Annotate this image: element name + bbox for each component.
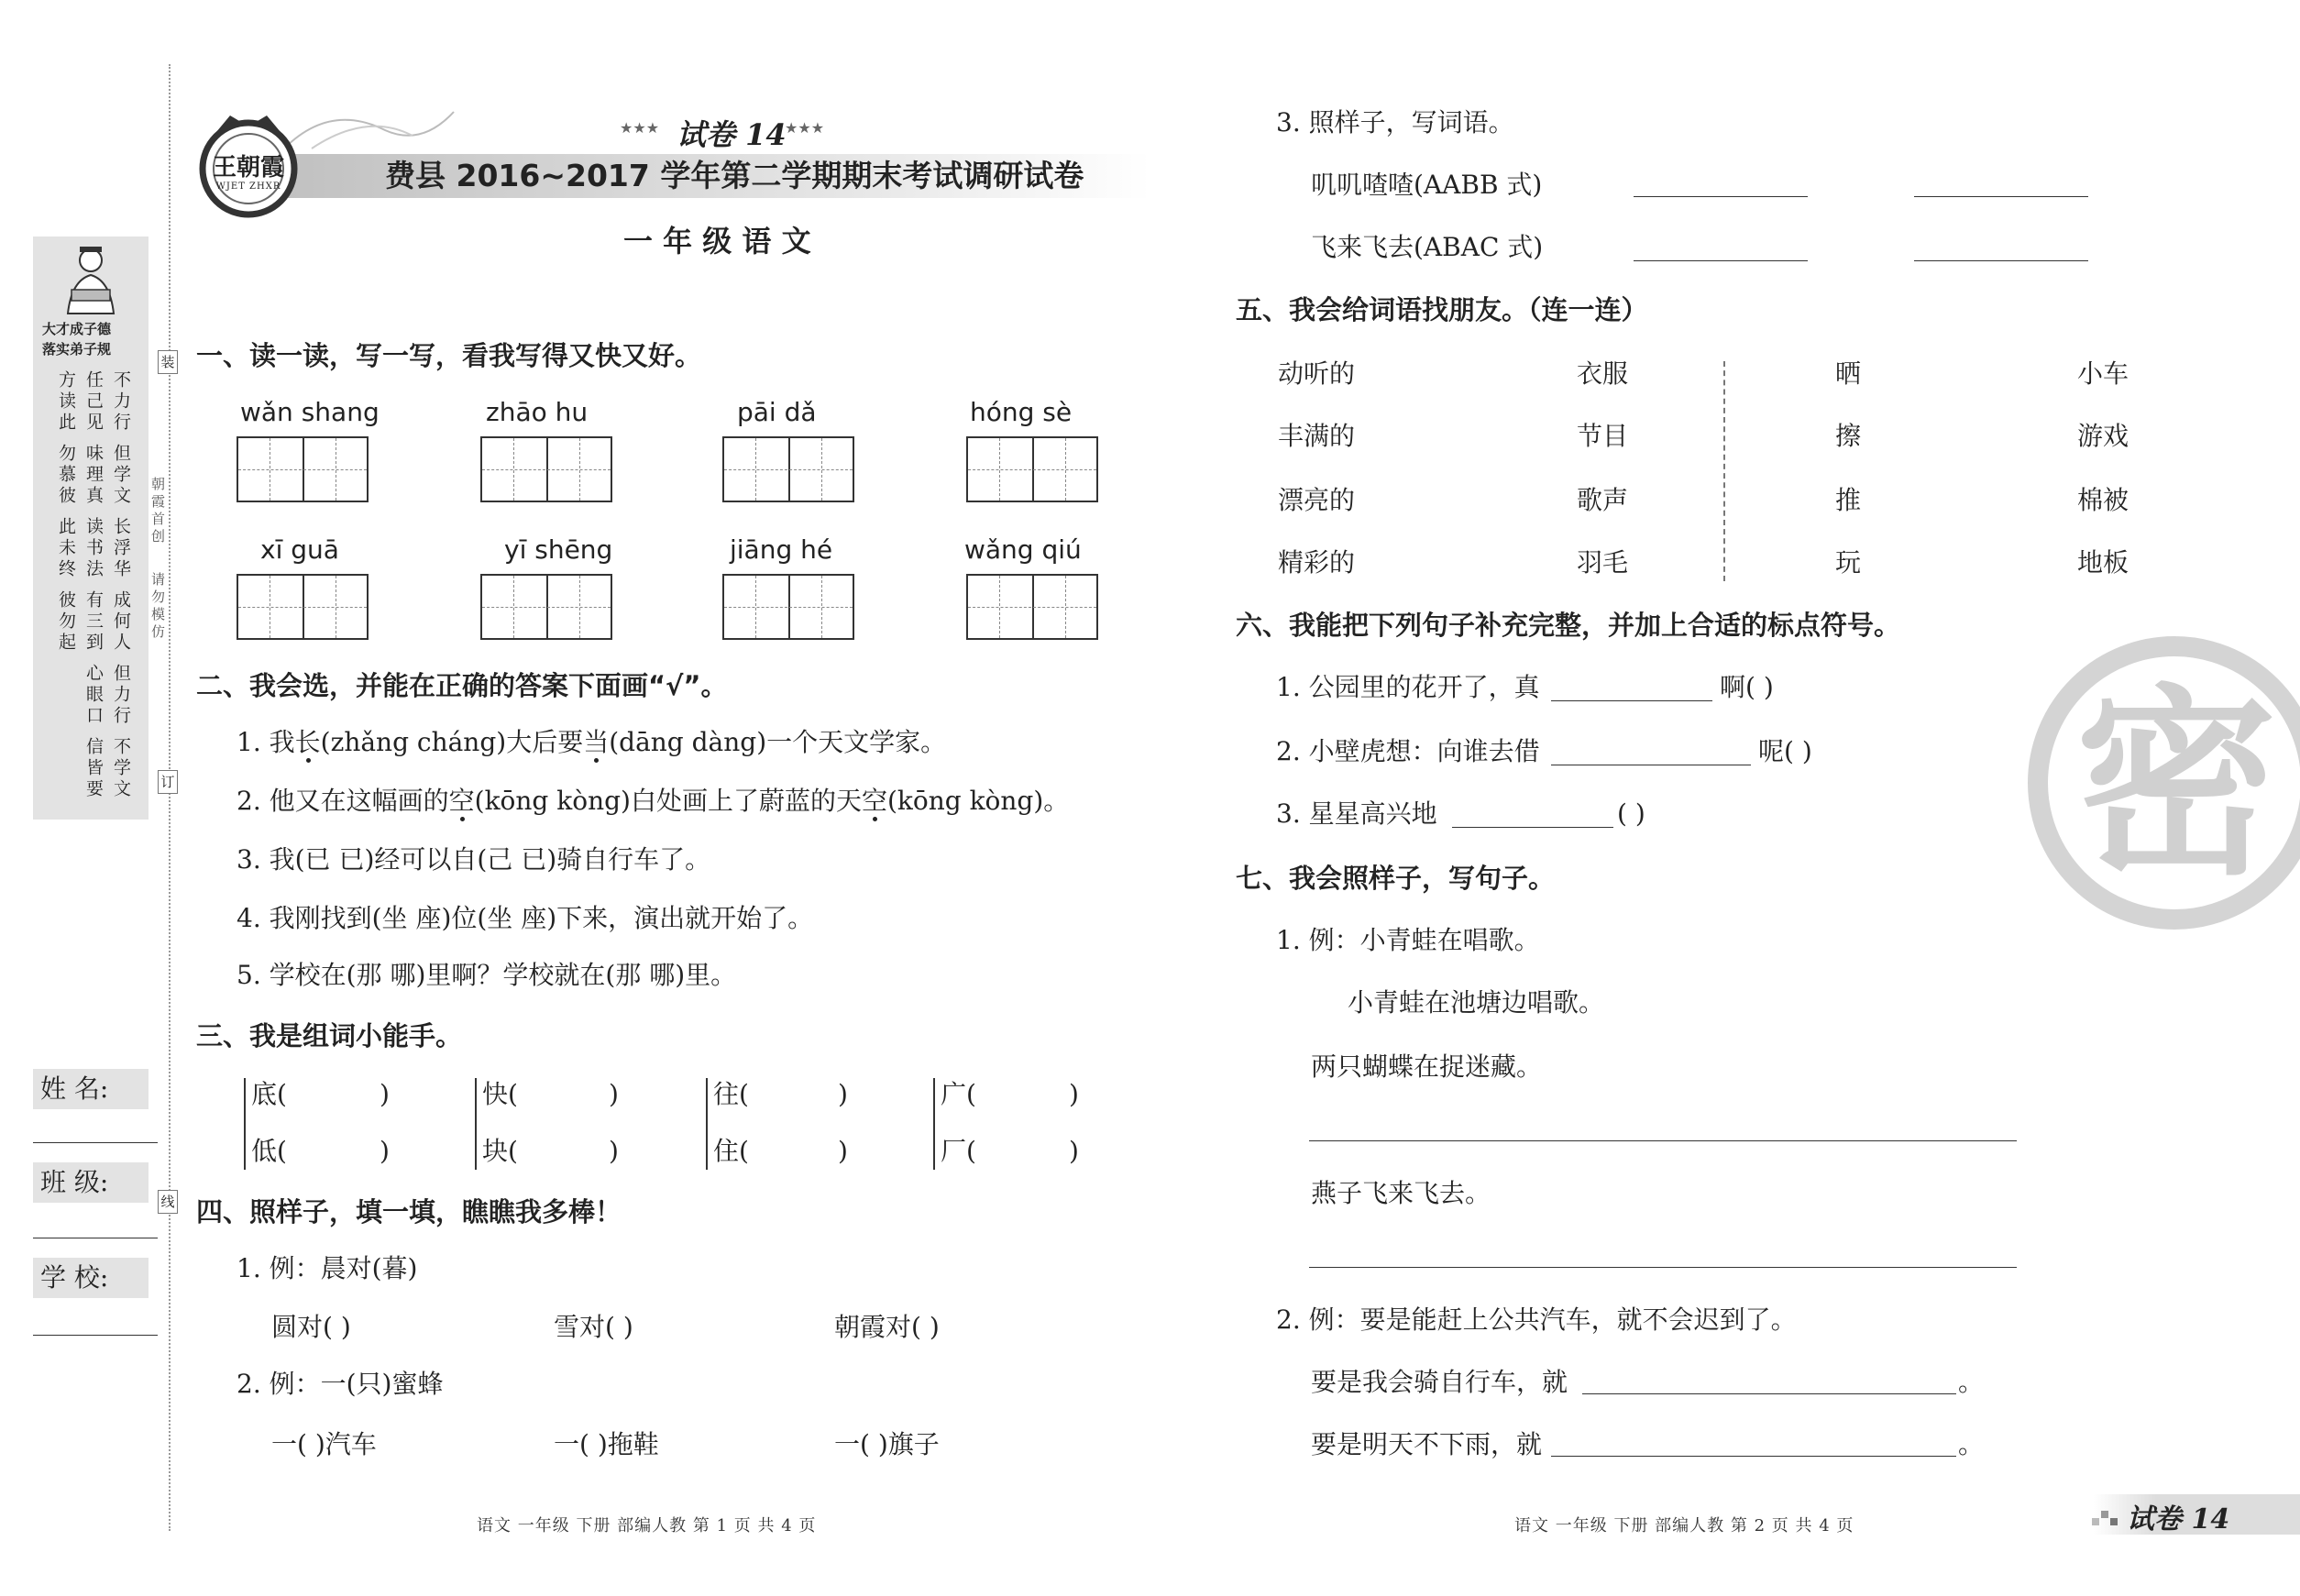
motto-col: 有三到 [83,590,104,654]
section-4-heading: 四、照样子，填一填，瞧瞧我多棒！ [196,1196,622,1227]
motto-col: 读书法 [83,517,104,580]
motto-col: 味理真 [83,444,104,507]
writing-grid[interactable] [722,574,854,640]
section-5-heading: 五、我会给词语找朋友。（连一连） [1236,294,1648,325]
r3-heading: 3. 照样子，写词语。 [1276,107,1514,138]
r3-row2: 飞来飞去(ABAC 式) [1311,232,1544,262]
answer-line[interactable] [1914,260,2088,261]
s7-prompt-4: 要是明天不下雨，就 [1311,1429,1543,1459]
s4-item: 圆对( ) [271,1312,351,1342]
motto-col: 任己见 [83,370,104,434]
writing-grid[interactable] [480,436,612,502]
s6-q2: 2. 小壁虎想：向谁去借 [1276,736,1540,766]
exam-title: 费县 2016~2017 学年第二学期期末考试调研试卷 [385,158,1084,193]
school-field[interactable] [33,1335,158,1336]
section-3-heading: 三、我是组词小能手。 [196,1020,463,1051]
pinyin-label: jiāng hé [730,534,833,565]
writing-grid[interactable] [237,436,369,502]
binding-motto-box [33,237,149,820]
s3-item: 块( [482,1136,518,1166]
answer-line[interactable] [1551,700,1712,701]
s5-right: 歌声 [1577,485,1629,515]
bind-char-box: 装 [158,350,178,374]
motto-col: 不力行 [111,370,131,434]
s2-q4: 4. 我刚找到(坐 座)位(坐 座)下来，演出就开始了。 [237,903,814,933]
s5-left: 漂亮的 [1278,485,1356,515]
s4-example-2: 2. 例：一(只)蜜蜂 [237,1369,444,1399]
class-label: 班 级: [33,1162,149,1203]
s5-left: 推 [1835,485,1862,515]
logo-text: 王朝霞 [212,154,284,182]
motto-1: 大才成子德 [42,321,112,337]
s3-close: ) [609,1079,619,1109]
corner-paper-number: 试卷 14 [2127,1503,2230,1535]
scholar-figure [59,244,123,315]
s2-q3: 3. 我(已 已)经可以自(己 已)骑自行车了。 [237,844,711,875]
pinyin-label: pāi dǎ [737,397,817,427]
s3-item: 厂( [941,1136,976,1166]
s7-period: 。 [1958,1429,1985,1459]
answer-line[interactable] [1634,196,1808,197]
footer-right: 语文 一年级 下册 部编人教 第 2 页 共 4 页 [1514,1516,1854,1535]
s5-right: 小车 [2077,358,2129,389]
writing-grid[interactable] [237,574,369,640]
answer-line[interactable] [1582,1393,1956,1394]
s6-q1b: 啊( ) [1720,672,1774,702]
s3-close: ) [380,1136,390,1166]
s2-q1: 1. 我长(zhǎng cháng)大后要当(dāng dàng)一个天文学家。 [237,727,947,757]
s7-example-1: 1. 例：小青蛙在唱歌。 [1276,925,1540,955]
s4-item: 一( )拖鞋 [554,1429,659,1459]
answer-line[interactable] [1634,260,1808,261]
s7-prompt-3: 要是我会骑自行车，就 [1311,1367,1568,1397]
answer-line[interactable] [1551,1456,1956,1457]
s2-q2: 2. 他又在这幅画的空(kōng kòng)白处画上了蔚蓝的天空(kōng kòng)。 [237,786,1070,816]
motto-col: 长浮华 [111,517,131,580]
side-note: 朝霞首创 [149,477,166,546]
s6-q3b: ( ) [1617,798,1645,829]
motto-col: 彼勿起 [56,590,76,654]
s5-right: 节目 [1577,421,1629,451]
bind-char-box: 线 [158,1190,178,1214]
s3-close: ) [609,1136,619,1166]
s3-item: 快( [482,1079,518,1109]
writing-grid[interactable] [966,574,1098,640]
answer-line[interactable] [1309,1267,2017,1268]
answer-line[interactable] [1309,1140,2017,1141]
section-2-heading: 二、我会选，并能在正确的答案下面画“√”。 [196,670,728,701]
motto-col: 心眼口 [83,664,104,727]
motto-col: 方读此 [56,370,76,434]
motto-col: 成何人 [111,590,131,654]
s5-right: 地板 [2077,547,2129,578]
s7-prompt-2: 燕子飞来飞去。 [1311,1178,1491,1208]
s7-period: 。 [1958,1367,1985,1397]
corner-squares-icon [2092,1505,2119,1527]
stars-left-icon: ★★★ [620,119,660,137]
r3-row1: 叽叽喳喳(AABB 式) [1311,170,1543,200]
pinyin-label: wǎng qiú [964,534,1082,565]
s4-item: 一( )旗子 [834,1429,940,1459]
s5-left: 丰满的 [1278,421,1356,451]
motto-col: 但力行 [111,664,131,727]
answer-line[interactable] [1914,196,2088,197]
s7-prompt-1: 两只蝴蝶在捉迷藏。 [1311,1051,1543,1082]
s5-right: 游戏 [2077,421,2129,451]
word-group-bracket [244,1078,246,1170]
s3-item: 低( [251,1136,287,1166]
s6-q1: 1. 公园里的花开了，真 [1276,672,1540,702]
s7-example-2: 2. 例：要是能赶上公共汽车，就不会迟到了。 [1276,1304,1797,1335]
s5-right: 棉被 [2077,485,2129,515]
stars-right-icon: ★★★ [785,119,825,137]
s3-item: 底( [251,1079,287,1109]
pinyin-label: hóng sè [970,397,1073,427]
s3-item: 往( [713,1079,749,1109]
pinyin-label: zhāo hu [486,397,589,427]
s5-right: 羽毛 [1577,547,1629,578]
s5-right: 衣服 [1577,358,1629,389]
writing-grid[interactable] [480,574,612,640]
s3-close: ) [1069,1079,1079,1109]
pinyin-label: wǎn shang [240,397,380,427]
s3-close: ) [1069,1136,1079,1166]
logo-badge [189,108,308,218]
pinyin-label: yī shēng [504,534,613,565]
motto-2: 落实弟子规 [42,341,112,358]
s4-item: 一( )汽车 [271,1429,377,1459]
s4-item: 雪对( ) [554,1312,633,1342]
side-note: 请勿模仿 [149,572,166,642]
s7-example-1-answer: 小青蛙在池塘边唱歌。 [1348,987,1605,1018]
s3-item: 住( [713,1136,749,1166]
s3-close: ) [838,1136,848,1166]
paper-number: 试卷 14 [677,117,787,152]
footer-left: 语文 一年级 下册 部编人教 第 1 页 共 4 页 [477,1516,817,1535]
s5-left: 晒 [1835,358,1862,389]
motto-col: 不学文 [111,737,131,800]
s5-left: 擦 [1835,421,1862,451]
s3-item: 广( [941,1079,976,1109]
logo-en: WJET ZHXR [215,182,281,192]
s6-q3: 3. 星星高兴地 [1276,798,1437,829]
s5-left: 玩 [1835,547,1862,578]
motto-col: 信皆要 [83,737,104,800]
section-6-heading: 六、我能把下列句子补充完整，并加上合适的标点符号。 [1236,610,1901,641]
stamp-char: 密 [2075,667,2278,902]
word-group-bracket [475,1078,477,1170]
s2-q5: 5. 学校在(那 哪)里啊？学校就在(那 哪)里。 [237,960,737,990]
school-label: 学 校: [33,1258,149,1298]
name-label: 姓 名: [33,1069,149,1109]
s3-close: ) [838,1079,848,1109]
s4-example-1: 1. 例：晨对(暮) [237,1253,418,1283]
writing-grid[interactable] [722,436,854,502]
s5-divider [1723,361,1725,581]
s5-left: 精彩的 [1278,547,1356,578]
s6-q2b: 呢( ) [1758,736,1812,766]
s5-left: 动听的 [1278,358,1356,389]
s3-close: ) [380,1079,390,1109]
binding-dotted-line [169,64,171,1531]
name-field[interactable] [33,1142,158,1143]
word-group-bracket [933,1078,935,1170]
s4-item: 朝霞对( ) [834,1312,940,1342]
exam-subject: 一 年 级 语 文 [623,224,811,259]
motto-col: 但学文 [111,444,131,507]
word-group-bracket [706,1078,708,1170]
answer-line[interactable] [1452,827,1613,828]
section-1-heading: 一、读一读，写一写，看我写得又快又好。 [196,340,702,371]
bind-char-box: 订 [158,770,178,794]
motto-col: 勿慕彼 [56,444,76,507]
writing-grid[interactable] [966,436,1098,502]
motto-col: 此未终 [56,517,76,580]
secret-stamp [2028,636,2300,930]
section-7-heading: 七、我会照样子，写句子。 [1236,863,1556,894]
pinyin-label: xī guā [260,534,339,565]
